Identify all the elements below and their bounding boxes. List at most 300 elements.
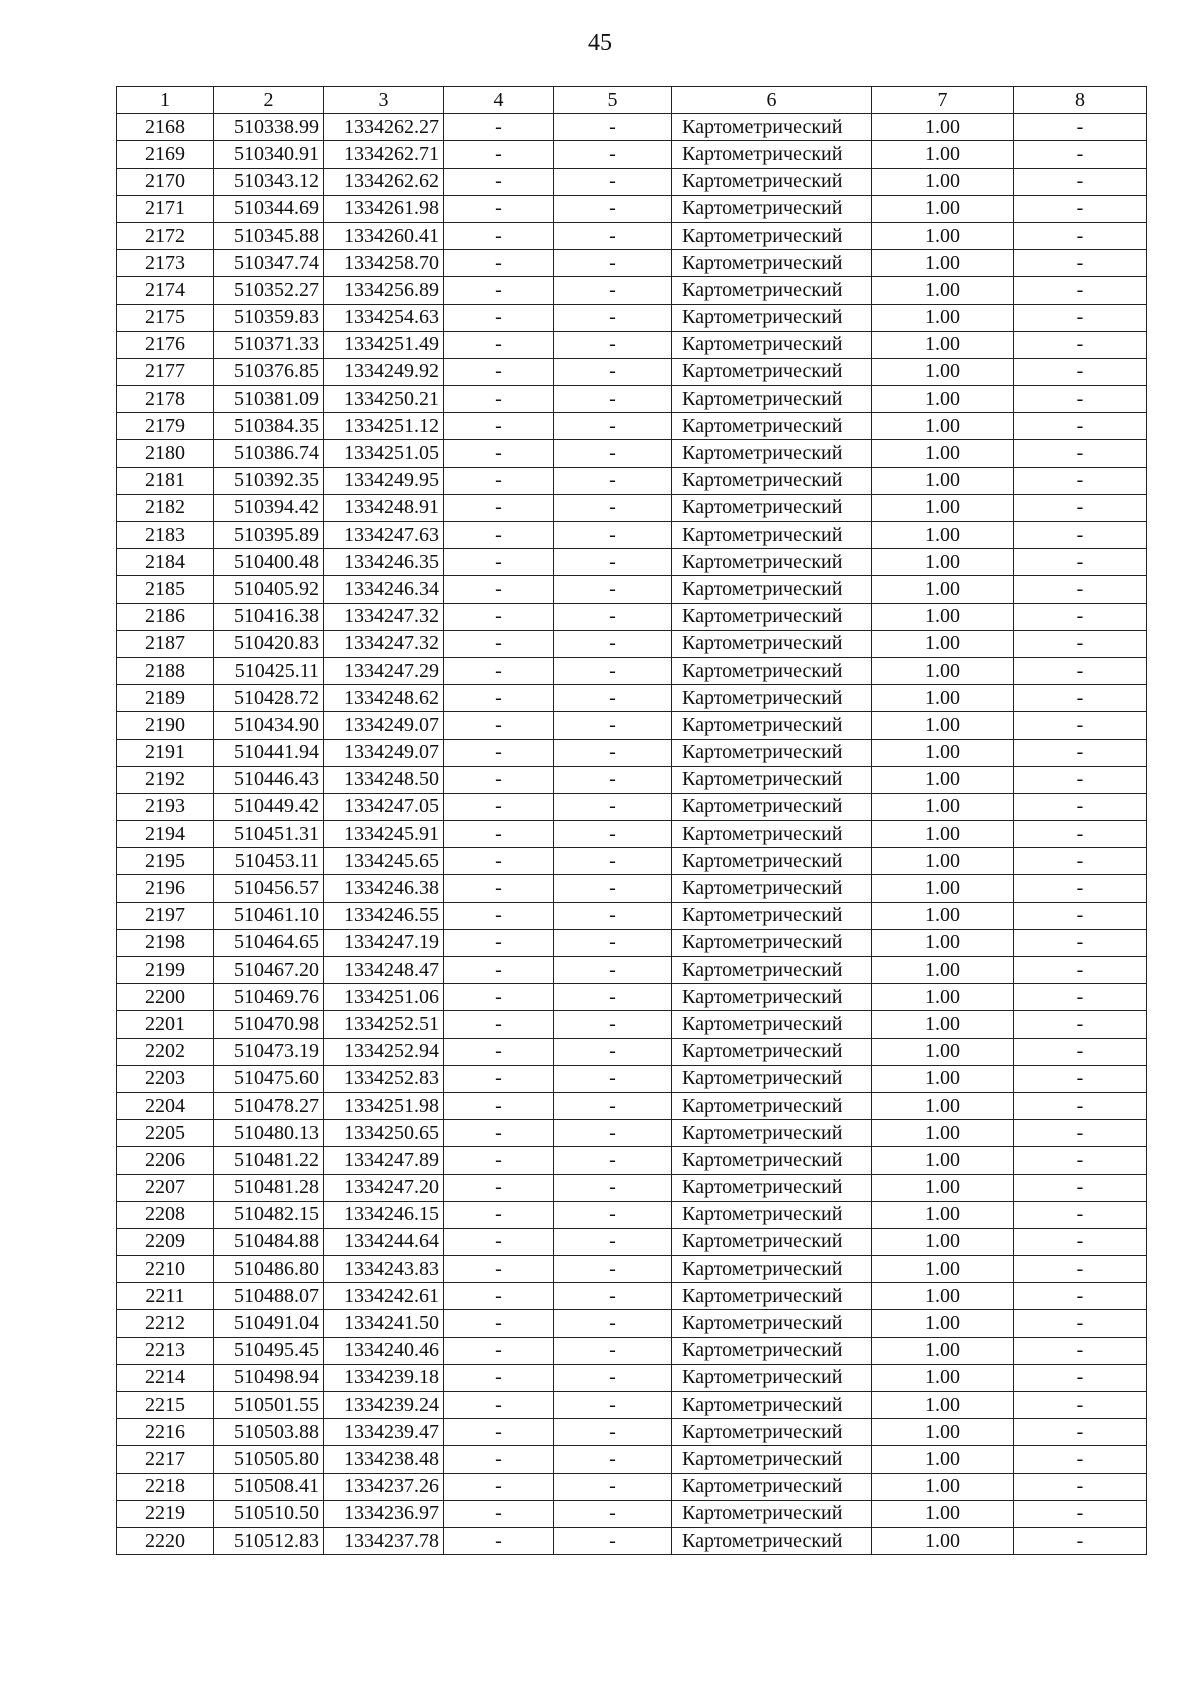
table-row xyxy=(117,195,1147,222)
point-number-cell: 2188 xyxy=(117,657,214,684)
point-number-cell: 2194 xyxy=(117,821,214,848)
column-5-cell: - xyxy=(554,848,672,875)
column-8-cell: - xyxy=(1014,1446,1147,1473)
point-number-cell: 2220 xyxy=(117,1527,214,1554)
accuracy-cell: 1.00 xyxy=(872,1120,1014,1147)
y-coordinate-cell: 1334246.34 xyxy=(324,576,444,603)
table-row xyxy=(117,114,1147,141)
y-coordinate-cell: 1334252.51 xyxy=(324,1011,444,1038)
method-cell: Картометрический xyxy=(672,984,872,1011)
accuracy-cell: 1.00 xyxy=(872,222,1014,249)
point-number-cell: 2216 xyxy=(117,1419,214,1446)
method-cell: Картометрический xyxy=(672,549,872,576)
point-number-cell: 2219 xyxy=(117,1500,214,1527)
y-coordinate-cell: 1334248.91 xyxy=(324,494,444,521)
method-cell: Картометрический xyxy=(672,848,872,875)
column-5-cell: - xyxy=(554,277,672,304)
method-cell: Картометрический xyxy=(672,1392,872,1419)
y-coordinate-cell: 1334249.07 xyxy=(324,712,444,739)
x-coordinate-cell: 510512.83 xyxy=(214,1527,324,1554)
y-coordinate-cell: 1334251.49 xyxy=(324,331,444,358)
x-coordinate-cell: 510405.92 xyxy=(214,576,324,603)
method-cell: Картометрический xyxy=(672,1500,872,1527)
x-coordinate-cell: 510480.13 xyxy=(214,1120,324,1147)
point-number-cell: 2173 xyxy=(117,250,214,277)
y-coordinate-cell: 1334238.48 xyxy=(324,1446,444,1473)
y-coordinate-cell: 1334248.50 xyxy=(324,766,444,793)
column-4-cell: - xyxy=(444,1065,554,1092)
column-4-cell: - xyxy=(444,1147,554,1174)
point-number-cell: 2195 xyxy=(117,848,214,875)
method-cell: Картометрический xyxy=(672,957,872,984)
x-coordinate-cell: 510469.76 xyxy=(214,984,324,1011)
y-coordinate-cell: 1334247.20 xyxy=(324,1174,444,1201)
accuracy-cell: 1.00 xyxy=(872,712,1014,739)
x-coordinate-cell: 510400.48 xyxy=(214,549,324,576)
column-5-cell: - xyxy=(554,821,672,848)
column-5-cell: - xyxy=(554,331,672,358)
accuracy-cell: 1.00 xyxy=(872,1500,1014,1527)
table-row xyxy=(117,1283,1147,1310)
column-5-cell: - xyxy=(554,304,672,331)
x-coordinate-cell: 510461.10 xyxy=(214,902,324,929)
column-8-cell: - xyxy=(1014,576,1147,603)
column-4-cell: - xyxy=(444,386,554,413)
y-coordinate-cell: 1334245.91 xyxy=(324,821,444,848)
column-8-cell: - xyxy=(1014,766,1147,793)
point-number-cell: 2186 xyxy=(117,603,214,630)
method-cell: Картометрический xyxy=(672,1473,872,1500)
column-5-cell: - xyxy=(554,549,672,576)
y-coordinate-cell: 1334260.41 xyxy=(324,222,444,249)
table-row xyxy=(117,1256,1147,1283)
y-coordinate-cell: 1334241.50 xyxy=(324,1310,444,1337)
column-8-cell: - xyxy=(1014,1256,1147,1283)
y-coordinate-cell: 1334258.70 xyxy=(324,250,444,277)
x-coordinate-cell: 510345.88 xyxy=(214,222,324,249)
column-8-cell: - xyxy=(1014,1337,1147,1364)
column-4-cell: - xyxy=(444,875,554,902)
header-cell: 4 xyxy=(444,87,554,114)
accuracy-cell: 1.00 xyxy=(872,848,1014,875)
column-8-cell: - xyxy=(1014,821,1147,848)
x-coordinate-cell: 510359.83 xyxy=(214,304,324,331)
column-5-cell: - xyxy=(554,413,672,440)
table-row xyxy=(117,957,1147,984)
x-coordinate-cell: 510434.90 xyxy=(214,712,324,739)
column-8-cell: - xyxy=(1014,1310,1147,1337)
point-number-cell: 2201 xyxy=(117,1011,214,1038)
column-4-cell: - xyxy=(444,1283,554,1310)
header-cell: 7 xyxy=(872,87,1014,114)
x-coordinate-cell: 510420.83 xyxy=(214,630,324,657)
column-4-cell: - xyxy=(444,549,554,576)
column-5-cell: - xyxy=(554,657,672,684)
column-4-cell: - xyxy=(444,1392,554,1419)
accuracy-cell: 1.00 xyxy=(872,467,1014,494)
point-number-cell: 2204 xyxy=(117,1092,214,1119)
column-8-cell: - xyxy=(1014,1092,1147,1119)
accuracy-cell: 1.00 xyxy=(872,739,1014,766)
column-8-cell: - xyxy=(1014,413,1147,440)
method-cell: Картометрический xyxy=(672,821,872,848)
table-row xyxy=(117,1011,1147,1038)
header-cell: 1 xyxy=(117,87,214,114)
accuracy-cell: 1.00 xyxy=(872,957,1014,984)
accuracy-cell: 1.00 xyxy=(872,929,1014,956)
column-8-cell: - xyxy=(1014,358,1147,385)
accuracy-cell: 1.00 xyxy=(872,1174,1014,1201)
column-8-cell: - xyxy=(1014,902,1147,929)
point-number-cell: 2207 xyxy=(117,1174,214,1201)
y-coordinate-cell: 1334251.06 xyxy=(324,984,444,1011)
column-8-cell: - xyxy=(1014,739,1147,766)
column-8-cell: - xyxy=(1014,1065,1147,1092)
x-coordinate-cell: 510456.57 xyxy=(214,875,324,902)
column-5-cell: - xyxy=(554,1527,672,1554)
accuracy-cell: 1.00 xyxy=(872,114,1014,141)
point-number-cell: 2212 xyxy=(117,1310,214,1337)
y-coordinate-cell: 1334251.05 xyxy=(324,440,444,467)
y-coordinate-cell: 1334239.47 xyxy=(324,1419,444,1446)
point-number-cell: 2209 xyxy=(117,1228,214,1255)
method-cell: Картометрический xyxy=(672,358,872,385)
column-5-cell: - xyxy=(554,1065,672,1092)
column-5-cell: - xyxy=(554,358,672,385)
method-cell: Картометрический xyxy=(672,657,872,684)
accuracy-cell: 1.00 xyxy=(872,141,1014,168)
column-4-cell: - xyxy=(444,1120,554,1147)
point-number-cell: 2185 xyxy=(117,576,214,603)
method-cell: Картометрический xyxy=(672,712,872,739)
y-coordinate-cell: 1334247.89 xyxy=(324,1147,444,1174)
method-cell: Картометрический xyxy=(672,1337,872,1364)
table-row xyxy=(117,222,1147,249)
y-coordinate-cell: 1334239.24 xyxy=(324,1392,444,1419)
point-number-cell: 2171 xyxy=(117,195,214,222)
table-row xyxy=(117,250,1147,277)
point-number-cell: 2193 xyxy=(117,793,214,820)
column-4-cell: - xyxy=(444,222,554,249)
column-4-cell: - xyxy=(444,141,554,168)
method-cell: Картометрический xyxy=(672,1201,872,1228)
point-number-cell: 2182 xyxy=(117,494,214,521)
method-cell: Картометрический xyxy=(672,875,872,902)
table-row xyxy=(117,1310,1147,1337)
x-coordinate-cell: 510428.72 xyxy=(214,685,324,712)
accuracy-cell: 1.00 xyxy=(872,1446,1014,1473)
header-row xyxy=(117,87,1147,114)
x-coordinate-cell: 510386.74 xyxy=(214,440,324,467)
x-coordinate-cell: 510352.27 xyxy=(214,277,324,304)
accuracy-cell: 1.00 xyxy=(872,603,1014,630)
point-number-cell: 2202 xyxy=(117,1038,214,1065)
column-4-cell: - xyxy=(444,1228,554,1255)
table-row xyxy=(117,685,1147,712)
y-coordinate-cell: 1334261.98 xyxy=(324,195,444,222)
table-row xyxy=(117,766,1147,793)
x-coordinate-cell: 510510.50 xyxy=(214,1500,324,1527)
column-5-cell: - xyxy=(554,1500,672,1527)
point-number-cell: 2183 xyxy=(117,522,214,549)
method-cell: Картометрический xyxy=(672,304,872,331)
column-5-cell: - xyxy=(554,875,672,902)
point-number-cell: 2213 xyxy=(117,1337,214,1364)
accuracy-cell: 1.00 xyxy=(872,1201,1014,1228)
y-coordinate-cell: 1334246.35 xyxy=(324,549,444,576)
y-coordinate-cell: 1334239.18 xyxy=(324,1364,444,1391)
column-5-cell: - xyxy=(554,1419,672,1446)
accuracy-cell: 1.00 xyxy=(872,522,1014,549)
method-cell: Картометрический xyxy=(672,114,872,141)
table-row xyxy=(117,821,1147,848)
method-cell: Картометрический xyxy=(672,793,872,820)
method-cell: Картометрический xyxy=(672,1038,872,1065)
column-4-cell: - xyxy=(444,522,554,549)
column-4-cell: - xyxy=(444,1419,554,1446)
accuracy-cell: 1.00 xyxy=(872,685,1014,712)
column-5-cell: - xyxy=(554,467,672,494)
point-number-cell: 2199 xyxy=(117,957,214,984)
x-coordinate-cell: 510371.33 xyxy=(214,331,324,358)
table-row xyxy=(117,984,1147,1011)
accuracy-cell: 1.00 xyxy=(872,440,1014,467)
table-row xyxy=(117,1500,1147,1527)
column-4-cell: - xyxy=(444,195,554,222)
column-8-cell: - xyxy=(1014,386,1147,413)
y-coordinate-cell: 1334262.27 xyxy=(324,114,444,141)
table-row xyxy=(117,1473,1147,1500)
accuracy-cell: 1.00 xyxy=(872,1310,1014,1337)
table-row xyxy=(117,657,1147,684)
accuracy-cell: 1.00 xyxy=(872,195,1014,222)
header-cell: 8 xyxy=(1014,87,1147,114)
column-5-cell: - xyxy=(554,1364,672,1391)
accuracy-cell: 1.00 xyxy=(872,1527,1014,1554)
table-row xyxy=(117,386,1147,413)
y-coordinate-cell: 1334250.65 xyxy=(324,1120,444,1147)
column-8-cell: - xyxy=(1014,1473,1147,1500)
column-5-cell: - xyxy=(554,1092,672,1119)
x-coordinate-cell: 510491.04 xyxy=(214,1310,324,1337)
x-coordinate-cell: 510449.42 xyxy=(214,793,324,820)
point-number-cell: 2190 xyxy=(117,712,214,739)
x-coordinate-cell: 510464.65 xyxy=(214,929,324,956)
point-number-cell: 2172 xyxy=(117,222,214,249)
accuracy-cell: 1.00 xyxy=(872,576,1014,603)
column-8-cell: - xyxy=(1014,1147,1147,1174)
column-8-cell: - xyxy=(1014,657,1147,684)
accuracy-cell: 1.00 xyxy=(872,1038,1014,1065)
column-4-cell: - xyxy=(444,168,554,195)
column-8-cell: - xyxy=(1014,603,1147,630)
column-5-cell: - xyxy=(554,522,672,549)
column-8-cell: - xyxy=(1014,1392,1147,1419)
column-4-cell: - xyxy=(444,657,554,684)
point-number-cell: 2211 xyxy=(117,1283,214,1310)
column-8-cell: - xyxy=(1014,984,1147,1011)
point-number-cell: 2189 xyxy=(117,685,214,712)
column-8-cell: - xyxy=(1014,1527,1147,1554)
method-cell: Картометрический xyxy=(672,1527,872,1554)
column-5-cell: - xyxy=(554,114,672,141)
method-cell: Картометрический xyxy=(672,1446,872,1473)
table-row xyxy=(117,929,1147,956)
y-coordinate-cell: 1334244.64 xyxy=(324,1228,444,1255)
column-4-cell: - xyxy=(444,114,554,141)
column-5-cell: - xyxy=(554,1256,672,1283)
table-row xyxy=(117,549,1147,576)
table-row xyxy=(117,902,1147,929)
table-row xyxy=(117,304,1147,331)
column-4-cell: - xyxy=(444,848,554,875)
table-row xyxy=(117,1392,1147,1419)
column-8-cell: - xyxy=(1014,1120,1147,1147)
column-4-cell: - xyxy=(444,358,554,385)
method-cell: Картометрический xyxy=(672,685,872,712)
column-8-cell: - xyxy=(1014,440,1147,467)
accuracy-cell: 1.00 xyxy=(872,1337,1014,1364)
column-4-cell: - xyxy=(444,1310,554,1337)
column-5-cell: - xyxy=(554,1446,672,1473)
column-4-cell: - xyxy=(444,1337,554,1364)
column-5-cell: - xyxy=(554,712,672,739)
x-coordinate-cell: 510394.42 xyxy=(214,494,324,521)
column-5-cell: - xyxy=(554,494,672,521)
y-coordinate-cell: 1334240.46 xyxy=(324,1337,444,1364)
column-4-cell: - xyxy=(444,1174,554,1201)
column-8-cell: - xyxy=(1014,1419,1147,1446)
point-number-cell: 2180 xyxy=(117,440,214,467)
y-coordinate-cell: 1334249.95 xyxy=(324,467,444,494)
column-8-cell: - xyxy=(1014,685,1147,712)
x-coordinate-cell: 510453.11 xyxy=(214,848,324,875)
table-row xyxy=(117,1527,1147,1554)
y-coordinate-cell: 1334246.38 xyxy=(324,875,444,902)
table-row xyxy=(117,1201,1147,1228)
table-row xyxy=(117,739,1147,766)
method-cell: Картометрический xyxy=(672,1310,872,1337)
method-cell: Картометрический xyxy=(672,413,872,440)
column-5-cell: - xyxy=(554,1011,672,1038)
table-row xyxy=(117,522,1147,549)
table-row xyxy=(117,576,1147,603)
column-8-cell: - xyxy=(1014,114,1147,141)
y-coordinate-cell: 1334254.63 xyxy=(324,304,444,331)
column-4-cell: - xyxy=(444,793,554,820)
table-row xyxy=(117,793,1147,820)
column-5-cell: - xyxy=(554,576,672,603)
point-number-cell: 2197 xyxy=(117,902,214,929)
method-cell: Картометрический xyxy=(672,766,872,793)
point-number-cell: 2205 xyxy=(117,1120,214,1147)
x-coordinate-cell: 510376.85 xyxy=(214,358,324,385)
y-coordinate-cell: 1334242.61 xyxy=(324,1283,444,1310)
accuracy-cell: 1.00 xyxy=(872,250,1014,277)
table-row xyxy=(117,603,1147,630)
method-cell: Картометрический xyxy=(672,440,872,467)
point-number-cell: 2206 xyxy=(117,1147,214,1174)
y-coordinate-cell: 1334237.78 xyxy=(324,1527,444,1554)
table-body xyxy=(117,87,1147,1555)
y-coordinate-cell: 1334248.47 xyxy=(324,957,444,984)
x-coordinate-cell: 510505.80 xyxy=(214,1446,324,1473)
table-row xyxy=(117,1174,1147,1201)
point-number-cell: 2179 xyxy=(117,413,214,440)
y-coordinate-cell: 1334246.15 xyxy=(324,1201,444,1228)
method-cell: Картометрический xyxy=(672,603,872,630)
column-4-cell: - xyxy=(444,304,554,331)
method-cell: Картометрический xyxy=(672,1228,872,1255)
table-row xyxy=(117,358,1147,385)
column-4-cell: - xyxy=(444,1527,554,1554)
column-5-cell: - xyxy=(554,630,672,657)
y-coordinate-cell: 1334247.32 xyxy=(324,603,444,630)
table-row xyxy=(117,630,1147,657)
x-coordinate-cell: 510470.98 xyxy=(214,1011,324,1038)
x-coordinate-cell: 510508.41 xyxy=(214,1473,324,1500)
method-cell: Картометрический xyxy=(672,630,872,657)
point-number-cell: 2198 xyxy=(117,929,214,956)
point-number-cell: 2208 xyxy=(117,1201,214,1228)
table-row xyxy=(117,1228,1147,1255)
table-row xyxy=(117,1364,1147,1391)
column-8-cell: - xyxy=(1014,494,1147,521)
column-5-cell: - xyxy=(554,1392,672,1419)
accuracy-cell: 1.00 xyxy=(872,902,1014,929)
point-number-cell: 2169 xyxy=(117,141,214,168)
column-4-cell: - xyxy=(444,1446,554,1473)
column-8-cell: - xyxy=(1014,848,1147,875)
method-cell: Картометрический xyxy=(672,141,872,168)
header-cell: 6 xyxy=(672,87,872,114)
table-row xyxy=(117,1419,1147,1446)
y-coordinate-cell: 1334247.63 xyxy=(324,522,444,549)
column-5-cell: - xyxy=(554,685,672,712)
accuracy-cell: 1.00 xyxy=(872,1011,1014,1038)
x-coordinate-cell: 510446.43 xyxy=(214,766,324,793)
column-5-cell: - xyxy=(554,1228,672,1255)
column-4-cell: - xyxy=(444,1473,554,1500)
column-8-cell: - xyxy=(1014,1228,1147,1255)
method-cell: Картометрический xyxy=(672,331,872,358)
column-5-cell: - xyxy=(554,386,672,413)
column-4-cell: - xyxy=(444,739,554,766)
column-8-cell: - xyxy=(1014,195,1147,222)
x-coordinate-cell: 510467.20 xyxy=(214,957,324,984)
x-coordinate-cell: 510475.60 xyxy=(214,1065,324,1092)
method-cell: Картометрический xyxy=(672,386,872,413)
method-cell: Картометрический xyxy=(672,168,872,195)
column-8-cell: - xyxy=(1014,1500,1147,1527)
column-5-cell: - xyxy=(554,929,672,956)
column-4-cell: - xyxy=(444,603,554,630)
table-row xyxy=(117,141,1147,168)
table-row xyxy=(117,413,1147,440)
method-cell: Картометрический xyxy=(672,1283,872,1310)
table-row xyxy=(117,440,1147,467)
point-number-cell: 2168 xyxy=(117,114,214,141)
point-number-cell: 2218 xyxy=(117,1473,214,1500)
accuracy-cell: 1.00 xyxy=(872,875,1014,902)
column-4-cell: - xyxy=(444,331,554,358)
method-cell: Картометрический xyxy=(672,1092,872,1119)
column-8-cell: - xyxy=(1014,549,1147,576)
table-row xyxy=(117,1446,1147,1473)
point-number-cell: 2191 xyxy=(117,739,214,766)
coordinates-table xyxy=(116,86,1147,1555)
column-5-cell: - xyxy=(554,222,672,249)
